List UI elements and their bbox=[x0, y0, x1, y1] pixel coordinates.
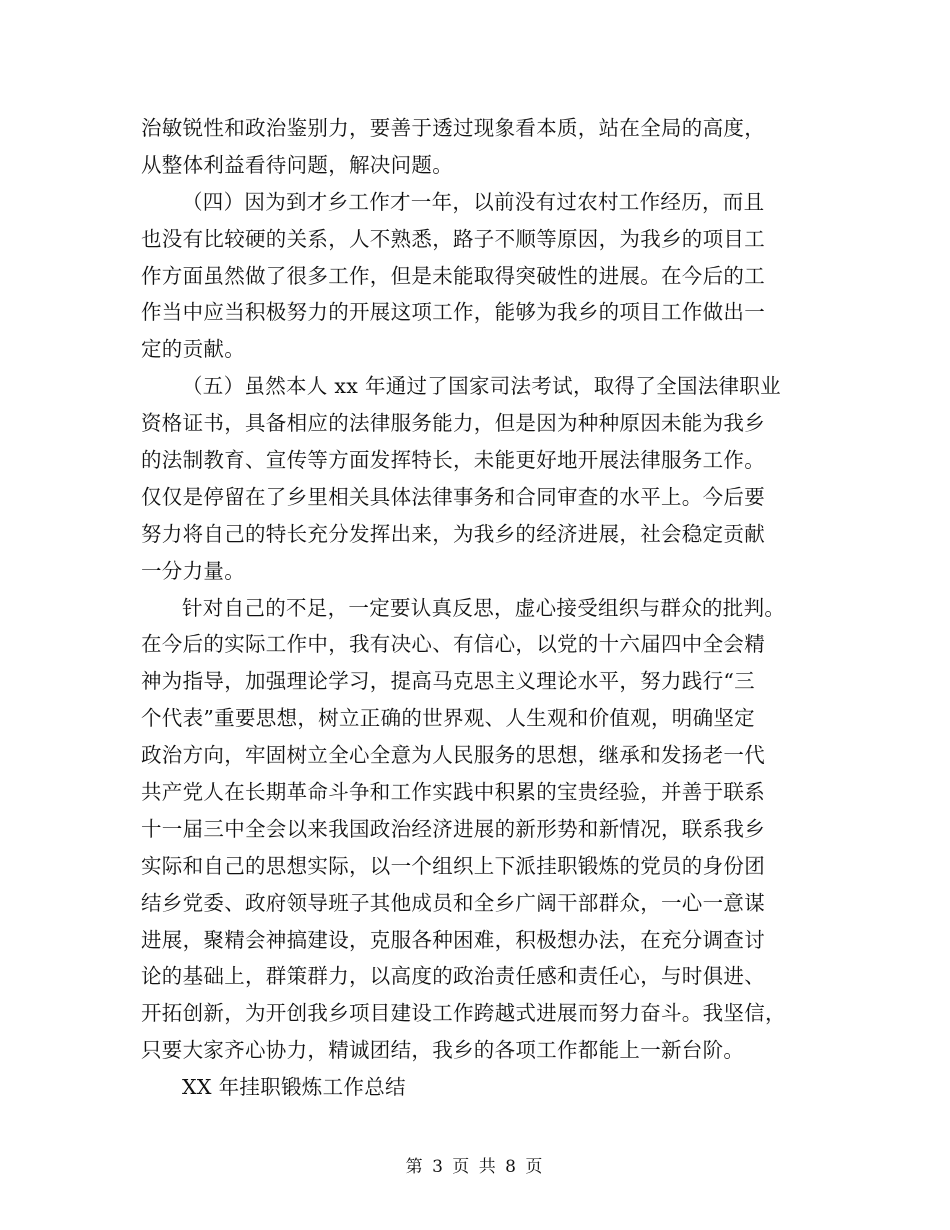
text-line: 结乡党委、政府领导班子其他成员和全乡广阔干部群众，一心一意谋 bbox=[141, 890, 765, 915]
text-line: 从整体利益看待问题，解决问题。 bbox=[141, 152, 453, 177]
text-line: 资格证书，具备相应的法律服务能力，但是因为种种原因未能为我乡 bbox=[141, 411, 765, 436]
text-line: 针对自己的不足，一定要认真反思，虚心接受组织与群众的批判。 bbox=[182, 595, 786, 620]
text-line: 进展，聚精会神搞建设，克服各种困难，积极想办法，在充分调查讨 bbox=[141, 927, 765, 952]
text-line: 共产党人在长期革命斗争和工作实践中积累的宝贵经验，并善于联系 bbox=[141, 780, 765, 805]
text-line: 实际和自己的思想实际，以一个组织上下派挂职锻炼的党员的身份团 bbox=[141, 853, 765, 878]
text-line: 在今后的实际工作中，我有决心、有信心，以党的十六届四中全会精 bbox=[141, 632, 765, 657]
text-line: 政治方向，牢固树立全心全意为人民服务的思想，继承和发扬老一代 bbox=[141, 743, 765, 768]
text-line: （四）因为到才乡工作才一年，以前没有过农村工作经历，而且 bbox=[182, 189, 765, 214]
text-line: 定的贡献。 bbox=[141, 337, 245, 362]
page-number-footer: 第 3 页 共 8 页 bbox=[405, 1157, 545, 1177]
text-line: 仅仅是停留在了乡里相关具体法律事务和合同审查的水平上。今后要 bbox=[141, 484, 765, 509]
text-line: 作当中应当积极努力的开展这项工作，能够为我乡的项目工作做出一 bbox=[141, 300, 765, 325]
text-line: 一分力量。 bbox=[141, 558, 245, 583]
document-body bbox=[141, 110, 821, 1106]
text-line: 个代表”重要思想，树立正确的世界观、人生观和价值观，明确坚定 bbox=[141, 706, 755, 731]
text-line: 努力将自己的特长充分发挥出来，为我乡的经济进展，社会稳定贡献 bbox=[141, 521, 765, 546]
text-line: （五）虽然本人 xx 年通过了国家司法考试，取得了全国法律职业 bbox=[182, 374, 781, 399]
text-line: 也没有比较硬的关系，人不熟悉，路子不顺等原因，为我乡的项目工 bbox=[141, 226, 765, 251]
text-line: 治敏锐性和政治鉴别力，要善于透过现象看本质，站在全局的高度， bbox=[141, 116, 765, 140]
text-line: 的法制教育、宣传等方面发挥特长，未能更好地开展法律服务工作。 bbox=[141, 448, 765, 473]
text-line: 神为指导，加强理论学习，提高马克思主义理论水平，努力践行“三 bbox=[141, 669, 755, 694]
text-line: 论的基础上，群策群力，以高度的政治责任感和责任心，与时俱进、 bbox=[141, 964, 765, 989]
text-line: 作方面虽然做了很多工作，但是未能取得突破性的进展。在今后的工 bbox=[141, 263, 765, 288]
text-line: 开拓创新，为开创我乡项目建设工作跨越式进展而努力奋斗。我坚信， bbox=[141, 1001, 786, 1026]
text-line: 十一届三中全会以来我国政治经济进展的新形势和新情况，联系我乡 bbox=[141, 816, 765, 841]
text-line: XX 年挂职锻炼工作总结 bbox=[182, 1075, 406, 1100]
text-line: 只要大家齐心协力，精诚团结，我乡的各项工作都能上一新台阶。 bbox=[141, 1038, 745, 1063]
